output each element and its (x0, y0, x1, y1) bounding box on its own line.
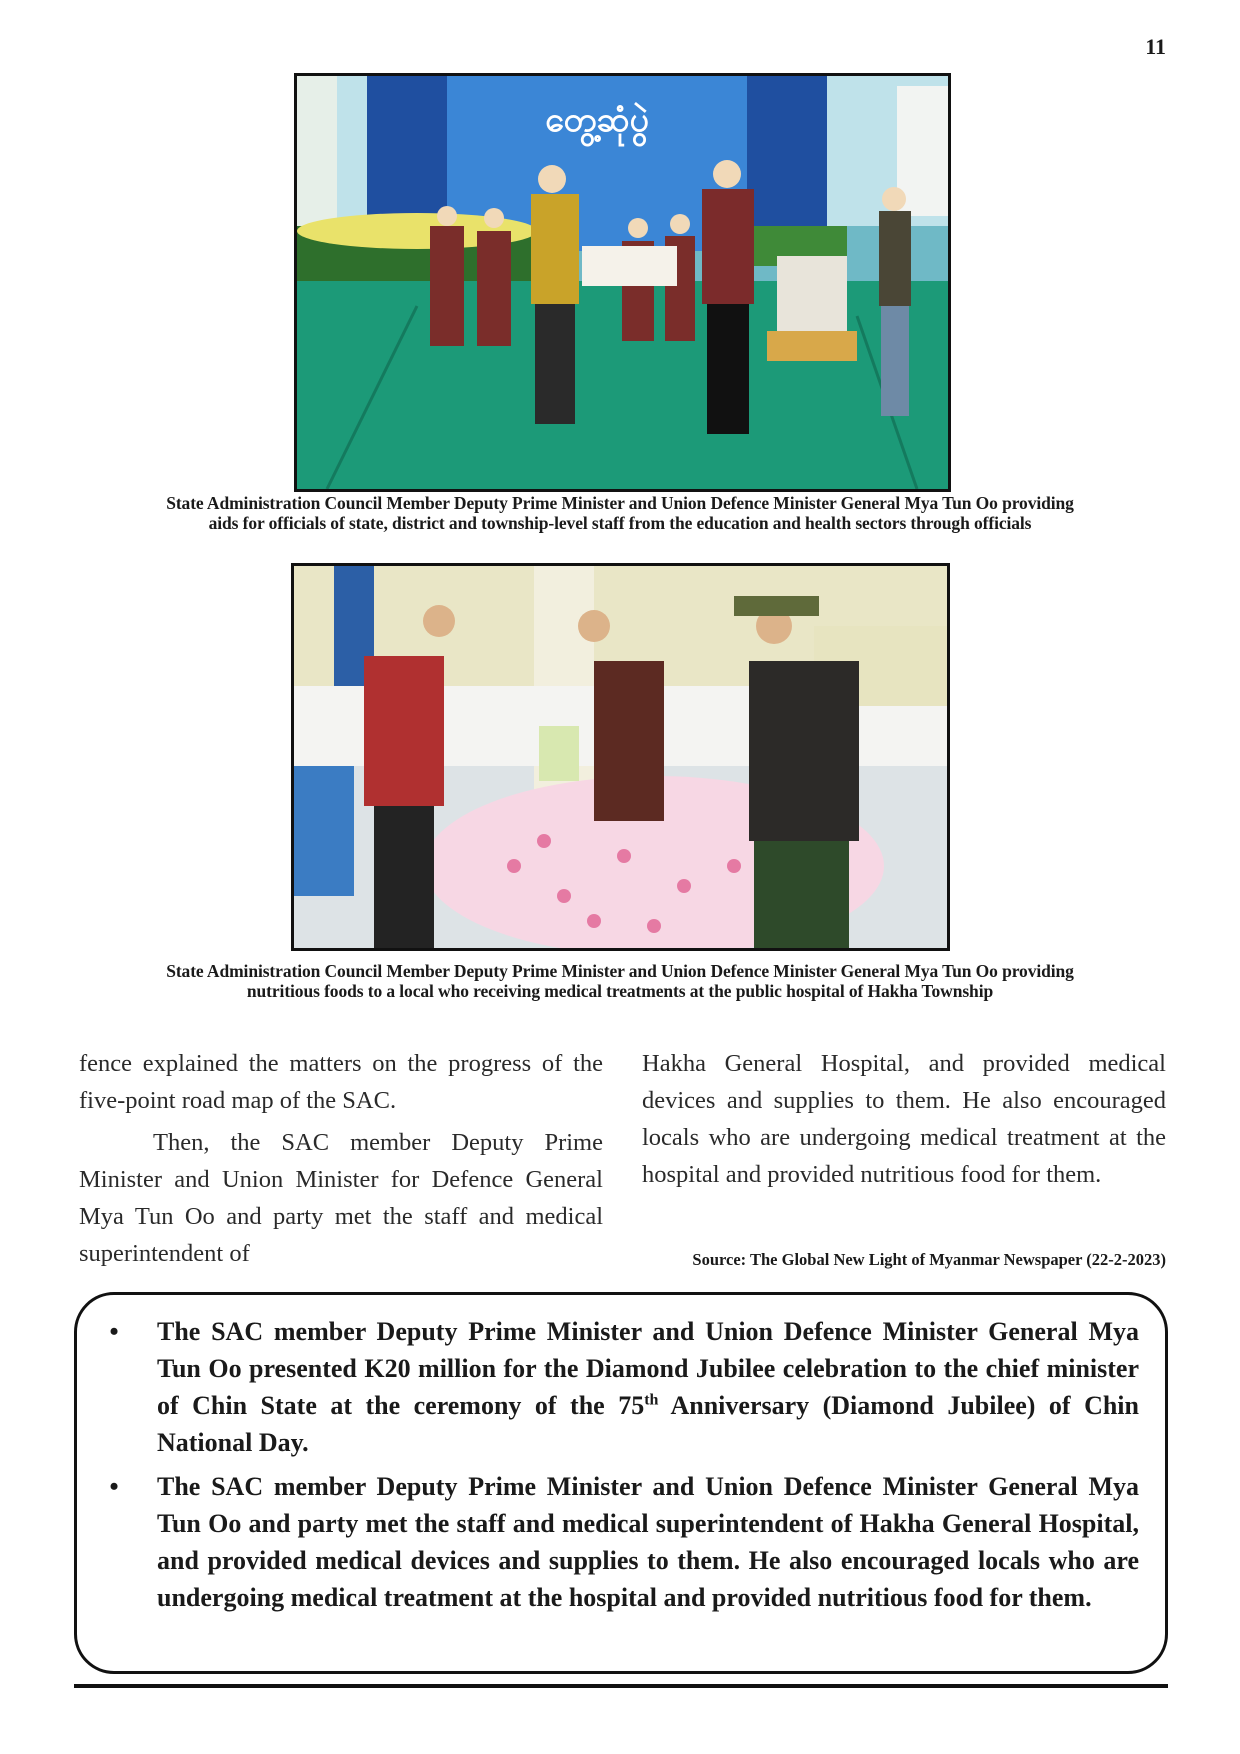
summary-text: The SAC member Deputy Prime Minister and Union Defence Minister General Mya Tun Oo and party met the staff and medical superintendent of Hakha General Hospital, and provided medical devices and supplies to them. He also encouraged locals who are undergoing medical treatment at the hospital and provided nutritious food for them. (157, 1472, 1139, 1612)
ordinal-suffix: th (644, 1391, 659, 1409)
summary-item (99, 1313, 1139, 1461)
summary-box (74, 1292, 1168, 1674)
ceremony-photo (294, 73, 951, 492)
summary-text: Anniversary (Diamond Jubilee) of Chin National Day. (157, 1391, 1139, 1457)
summary-item (99, 1468, 1139, 1616)
page-number: 11 (1145, 34, 1166, 59)
article-paragraph: Then, the SAC member Deputy Prime Minister and Union Minister for Defence General Mya Tun Oo and party met the staff and medical superintendent of (79, 1129, 603, 1267)
source-credit: Source: The Global New Light of Myanmar Newspaper (22-2-2023) (692, 1250, 1166, 1269)
article-paragraph: Hakha General Hospital, and provided medical devices and supplies to them. He also encouraged locals who are undergoing medical treatment at the hospital and provided nutritious food for them. (642, 1050, 1166, 1188)
summary-list (99, 1313, 1139, 1623)
bullet-icon: • (109, 1472, 119, 1501)
article-paragraph: fence explained the matters on the progress of the five-point road map of the SAC. (79, 1050, 603, 1114)
photo-1-caption: State Administration Council Member Deputy Prime Minister and Union Defence Minister General Mya Tun Oo providing aids for officials of state, district and township-level staff from the education and health sectors through officials (166, 493, 1074, 533)
article-right-column (642, 1045, 1166, 1193)
article-left-column (79, 1045, 603, 1272)
photo-2-caption: State Administration Council Member Deputy Prime Minister and Union Defence Minister General Mya Tun Oo providing nutritious foods to a local who receiving medical treatments at the public hospital of Hakha Township (166, 961, 1074, 1001)
bullet-icon: • (109, 1317, 119, 1346)
footer-rule (74, 1684, 1168, 1688)
summary-text: The SAC member Deputy Prime Minister and Union Defence Minister General Mya Tun Oo presented K20 million for the Diamond Jubilee celebration to the chief minister of Chin State at the ceremony of the 75 (157, 1317, 1139, 1420)
banner-text: တွေ့ဆုံပွဲ (545, 100, 649, 140)
hospital-photo (291, 563, 950, 951)
